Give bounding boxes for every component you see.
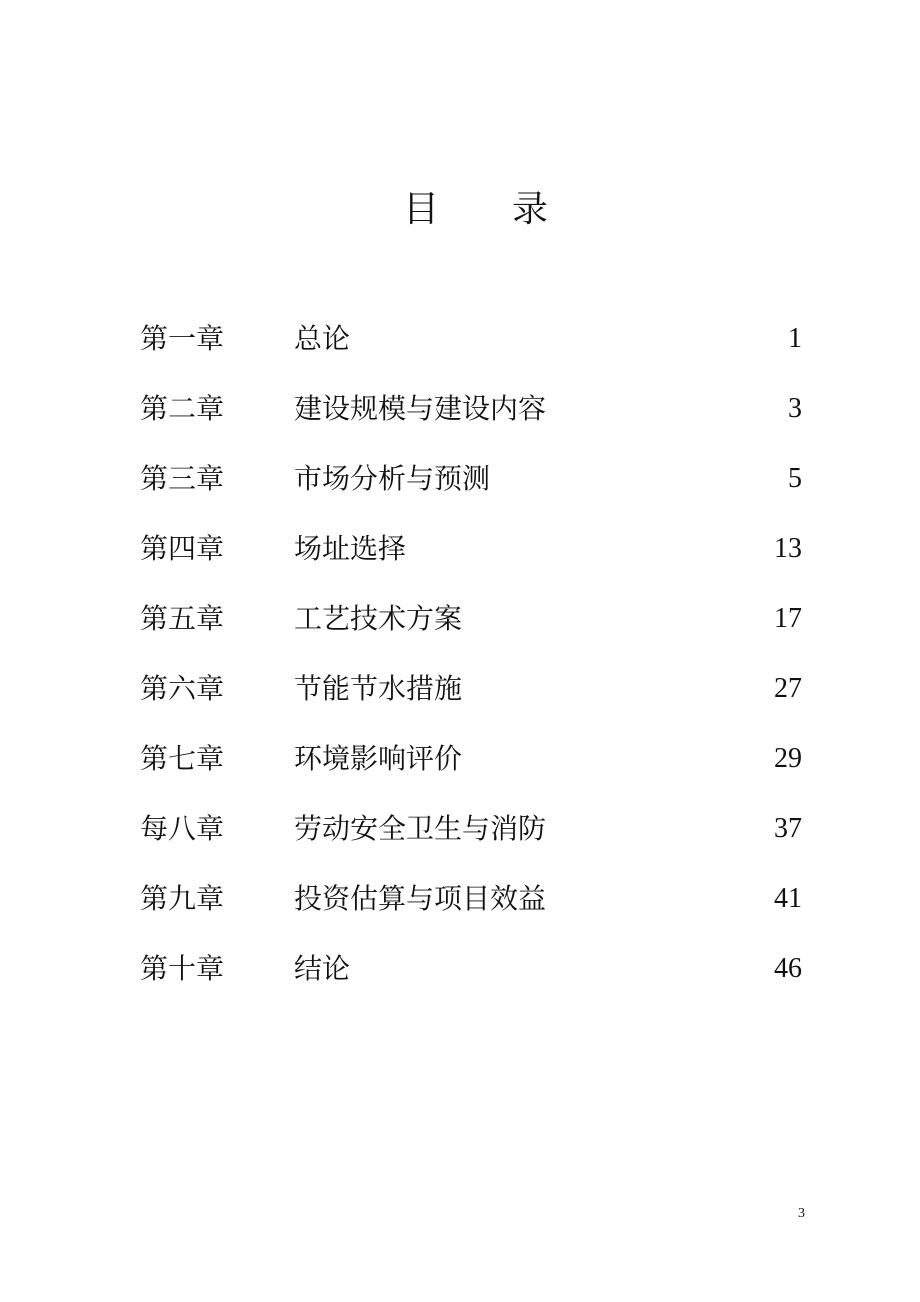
toc-page-number: 1	[788, 323, 802, 354]
toc-chapter-label: 第四章	[140, 532, 225, 565]
toc-chapter-label: 第七章	[140, 742, 225, 775]
toc-page-number: 29	[774, 743, 802, 774]
toc-page-number: 5	[788, 463, 802, 494]
toc-page-number: 13	[774, 533, 802, 564]
toc-entry-2[interactable]	[0, 383, 920, 453]
toc-chapter-label: 第十章	[140, 952, 225, 985]
toc-chapter-title: 工艺技术方案	[294, 602, 463, 635]
toc-page-number: 37	[774, 813, 802, 844]
toc-chapter-label: 第一章	[140, 322, 225, 355]
toc-entry-4[interactable]	[0, 523, 920, 593]
toc-entry-10[interactable]	[0, 943, 920, 1013]
toc-page-number: 3	[788, 393, 802, 424]
toc-entry-7[interactable]	[0, 733, 920, 803]
toc-page-number: 27	[774, 673, 802, 704]
page-title	[0, 180, 920, 240]
toc-chapter-label: 第三章	[140, 462, 225, 495]
table-of-contents	[0, 313, 920, 1013]
toc-chapter-label: 第五章	[140, 602, 225, 635]
toc-entry-3[interactable]	[0, 453, 920, 523]
toc-chapter-label: 第九章	[140, 882, 225, 915]
toc-entry-6[interactable]	[0, 663, 920, 733]
toc-entry-9[interactable]	[0, 873, 920, 943]
toc-chapter-title: 市场分析与预测	[294, 462, 491, 495]
title-char-2: 录	[512, 189, 549, 230]
toc-entry-5[interactable]	[0, 593, 920, 663]
toc-entry-1[interactable]	[0, 313, 920, 383]
toc-entry-8[interactable]	[0, 803, 920, 873]
page-footer-number: 3	[798, 1206, 805, 1221]
toc-chapter-title: 投资估算与项目效益	[294, 882, 547, 915]
toc-chapter-title: 总论	[294, 322, 351, 355]
toc-page-number: 41	[774, 883, 802, 914]
toc-chapter-label: 第六章	[140, 672, 225, 705]
toc-page-number: 46	[774, 953, 802, 984]
title-char-1: 目	[403, 189, 440, 230]
toc-chapter-title: 结论	[294, 952, 351, 985]
toc-chapter-title: 环境影响评价	[294, 742, 463, 775]
toc-chapter-title: 劳动安全卫生与消防	[294, 812, 547, 845]
toc-chapter-label: 每八章	[140, 812, 225, 845]
toc-chapter-title: 节能节水措施	[294, 672, 463, 705]
toc-chapter-label: 第二章	[140, 392, 225, 425]
toc-chapter-title: 场址选择	[294, 532, 407, 565]
toc-page-number: 17	[774, 603, 802, 634]
toc-chapter-title: 建设规模与建设内容	[294, 392, 547, 425]
